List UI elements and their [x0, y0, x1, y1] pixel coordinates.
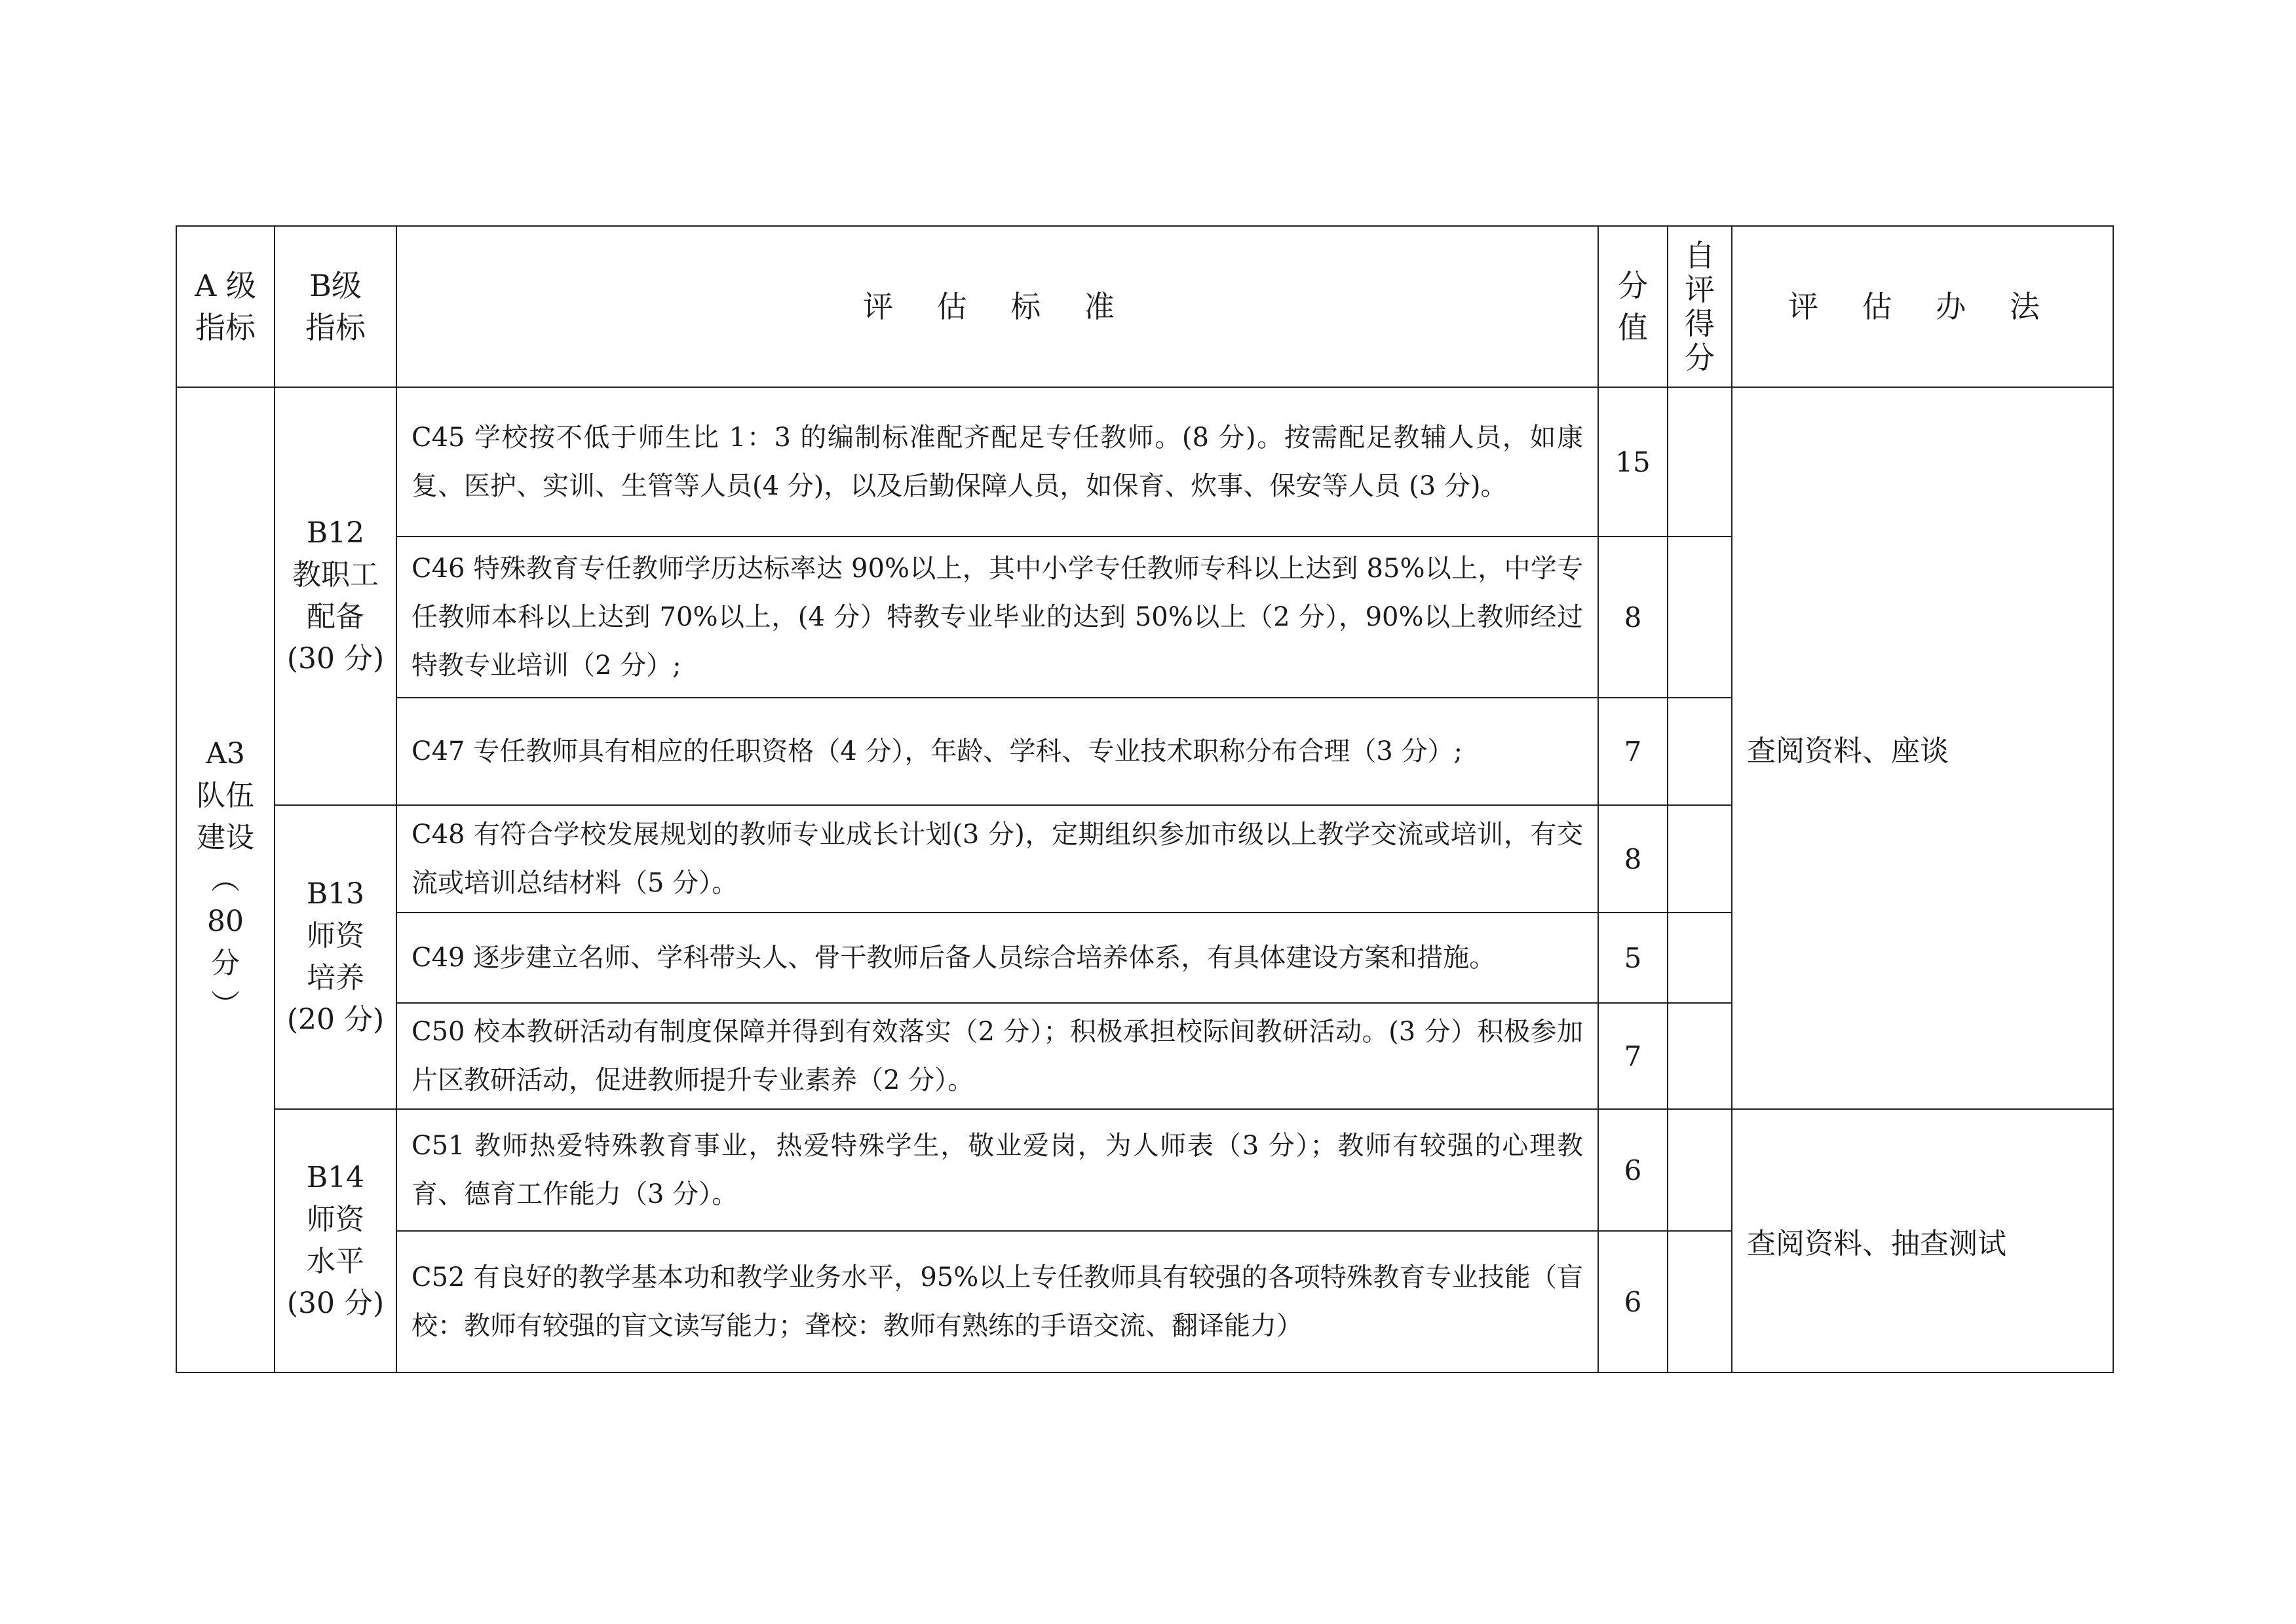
table-row	[176, 1109, 2113, 1231]
header-method: 评 估 办 法	[1732, 226, 2113, 387]
header-score: 分 值	[1598, 226, 1668, 387]
standard-cell: C50 校本教研活动有制度保障并得到有效落实（2 分）；积极承担校际间教研活动。(3 分）积极参加片区教研活动，促进教师提升专业素养（2 分）。	[396, 1003, 1598, 1109]
header-row	[176, 226, 2113, 387]
standard-cell: C51 教师热爱特殊教育事业，热爱特殊学生，敬业爱岗，为人师表（3 分）；教师有较强的心理教育、德育工作能力（3 分）。	[396, 1109, 1598, 1231]
self-score-cell	[1668, 537, 1732, 698]
self-score-cell	[1668, 698, 1732, 805]
self-score-cell	[1668, 805, 1732, 913]
evaluation-table	[176, 225, 2114, 1373]
b-index-cell: B14 师资 水平 (30 分)	[275, 1109, 396, 1372]
method-cell: 查阅资料、抽查测试	[1732, 1109, 2113, 1372]
score-cell: 15	[1598, 387, 1668, 537]
standard-cell: C46 特殊教育专任教师学历达标率达 90%以上，其中小学专任教师专科以上达到 85%以上，中学专任教师本科以上达到 70%以上，(4 分）特教专业毕业的达到 50%以上（2 分），90%以上教师经过特教专业培训（2 分）;	[396, 537, 1598, 698]
score-cell: 5	[1598, 913, 1668, 1003]
method-cell: 查阅资料、座谈	[1732, 387, 2113, 1109]
header-self-score: 自 评 得 分	[1668, 226, 1732, 387]
b-index-cell: B13 师资 培养 (20 分)	[275, 805, 396, 1109]
self-score-cell	[1668, 1109, 1732, 1231]
self-score-cell	[1668, 387, 1732, 537]
standard-cell: C49 逐步建立名师、学科带头人、骨干教师后备人员综合培养体系，有具体建设方案和措施。	[396, 913, 1598, 1003]
b-index-cell: B12 教职工 配备 (30 分)	[275, 387, 396, 805]
score-cell: 6	[1598, 1109, 1668, 1231]
self-score-cell	[1668, 1231, 1732, 1372]
standard-cell: C52 有良好的教学基本功和教学业务水平，95%以上专任教师具有较强的各项特殊教育专业技能（盲校：教师有较强的盲文读写能力；聋校：教师有熟练的手语交流、翻译能力）	[396, 1231, 1598, 1372]
a-index-cell: A3 队伍 建设 ︵ 80 分 ︶	[176, 387, 275, 1372]
standard-cell: C47 专任教师具有相应的任职资格（4 分），年龄、学科、专业技术职称分布合理（3 分）;	[396, 698, 1598, 805]
header-standard: 评 估 标 准	[396, 226, 1598, 387]
table-row	[176, 387, 2113, 537]
standard-cell: C48 有符合学校发展规划的教师专业成长计划(3 分)，定期组织参加市级以上教学交流或培训，有交流或培训总结材料（5 分）。	[396, 805, 1598, 913]
score-cell: 8	[1598, 805, 1668, 913]
score-cell: 7	[1598, 698, 1668, 805]
header-a-level: A 级 指标	[176, 226, 275, 387]
self-score-cell	[1668, 1003, 1732, 1109]
score-cell: 6	[1598, 1231, 1668, 1372]
score-cell: 7	[1598, 1003, 1668, 1109]
self-score-cell	[1668, 913, 1732, 1003]
score-cell: 8	[1598, 537, 1668, 698]
header-b-level: B级 指标	[275, 226, 396, 387]
standard-cell: C45 学校按不低于师生比 1：3 的编制标准配齐配足专任教师。(8 分)。按需配足教辅人员，如康复、医护、实训、生管等人员(4 分)，以及后勤保障人员，如保育、炊事、保安等人员 (3 分)。	[396, 387, 1598, 537]
